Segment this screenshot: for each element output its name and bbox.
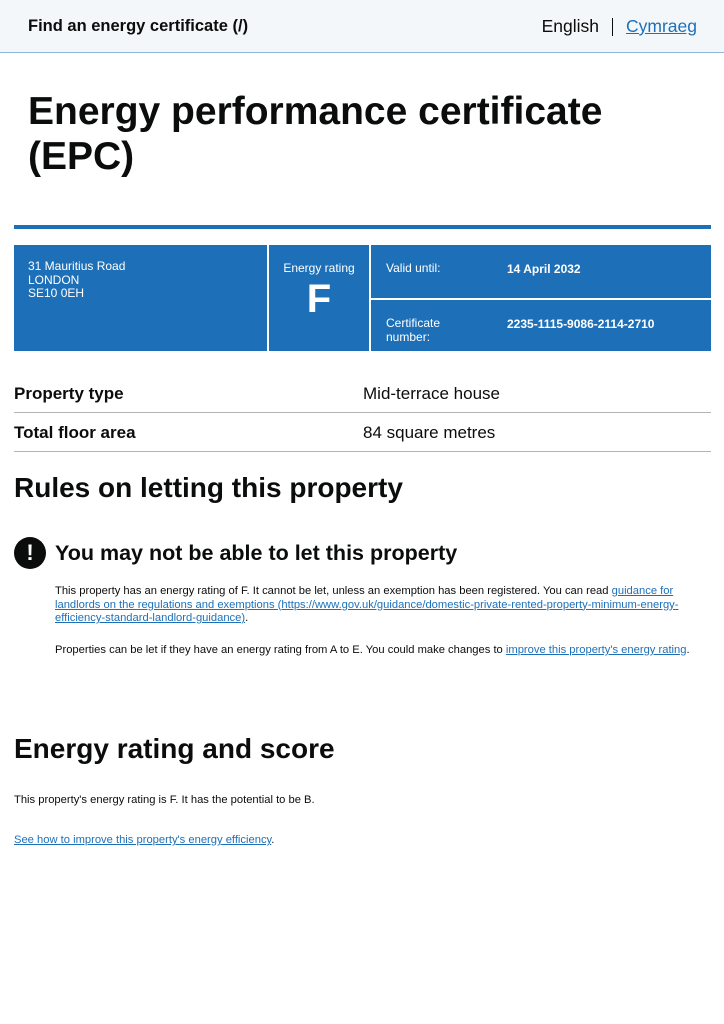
title-divider	[14, 225, 711, 229]
address-line-2: LONDON	[28, 272, 80, 287]
site-header	[0, 0, 724, 53]
service-name-label[interactable]: Find an energy certificate	[28, 17, 228, 35]
energy-rating-summary: This property's energy rating is F. It has the potential to be B.	[14, 794, 315, 806]
energy-rating-heading: Energy rating and score	[14, 733, 335, 764]
valid-until-label: Valid until:	[386, 261, 441, 275]
letting-changes-end: .	[686, 644, 690, 656]
letting-rules-end: .	[245, 612, 249, 624]
property-type-label: Property type	[14, 384, 124, 403]
language-english: English	[541, 16, 599, 36]
language-separator	[612, 18, 613, 36]
certificate-energy-rating	[269, 245, 369, 351]
letting-rules-text: This property has an energy rating of F. It cannot be let, unless an exemption has been registered. You can read	[55, 585, 612, 597]
floor-area-label: Total floor area	[14, 423, 136, 442]
floor-area-value: 84 square metres	[363, 423, 496, 442]
service-name[interactable]	[28, 17, 248, 36]
page-title: Energy performance certificate (EPC)	[28, 90, 603, 178]
letting-changes-text: Properties can be let if they have an energy rating from A to E. You could make changes to	[55, 644, 506, 656]
summary-row-property-type	[14, 374, 711, 413]
certificate-number-label: Certificate number:	[386, 316, 441, 344]
certificate-address	[14, 245, 267, 351]
landlord-guidance-link[interactable]: guidance for landlords on the regulations and exemptions (https://www.gov.uk/guidance/domestic-private-rented-property-minimum-energy-efficiency-standard-landlord-guidance)	[55, 585, 679, 624]
language-switcher	[542, 16, 697, 37]
improve-efficiency-end: .	[271, 834, 275, 846]
energy-efficiency-paragraph	[14, 834, 704, 848]
address-line-3: SE10 0EH	[28, 286, 85, 300]
improve-efficiency-link[interactable]: See how to improve this property's energy efficiency	[14, 834, 272, 846]
property-type-value: Mid-terrace house	[363, 384, 501, 403]
valid-until-value: 14 April 2032	[507, 262, 581, 276]
letting-rules-paragraph	[55, 585, 715, 626]
language-cymraeg-link[interactable]: Cymraeg	[626, 16, 697, 36]
improve-rating-link[interactable]: improve this property's energy rating	[505, 644, 687, 656]
summary-row-floor-area	[14, 413, 711, 452]
letting-changes-paragraph	[55, 644, 715, 658]
warning-title: You may not be able to let this property	[55, 541, 458, 565]
energy-rating-value: F	[306, 277, 332, 321]
certificate-number-value: 2235-1115-9086-2114-2710	[507, 317, 655, 331]
rules-heading: Rules on letting this property	[14, 472, 403, 503]
address-line-1: 31 Mauritius Road	[28, 259, 126, 273]
certificate-valid-until	[371, 245, 711, 298]
energy-rating-label: Energy rating	[283, 261, 355, 275]
service-root-link[interactable]: (/)	[232, 17, 249, 35]
certificate-number	[371, 300, 711, 351]
warning-icon: !	[14, 537, 46, 569]
